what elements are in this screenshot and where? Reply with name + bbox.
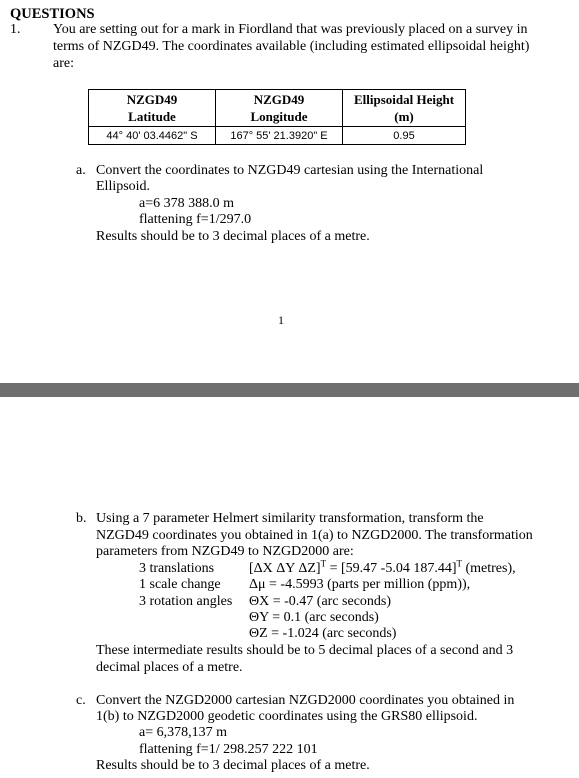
translations-label: 3 translations bbox=[139, 561, 215, 576]
part-c-result-note: Results should be to 3 decimal places of a metre. bbox=[96, 758, 370, 773]
latitude-header bbox=[89, 90, 216, 127]
height-header bbox=[343, 90, 466, 127]
rotation-z-value: ΘZ = -1.024 (arc seconds) bbox=[249, 626, 397, 641]
part-c-line-2: 1(b) to NZGD2000 geodetic coordinates using the GRS80 ellipsoid. bbox=[96, 709, 478, 724]
document-page-2 bbox=[0, 397, 579, 778]
scale-value: Δμ = -4.5993 (parts per million (ppm)), bbox=[249, 577, 471, 592]
rotation-x-value: ΘX = -0.47 (arc seconds) bbox=[249, 594, 392, 609]
height-header-line-1: Ellipsoidal Height bbox=[353, 92, 455, 107]
questions-heading: QUESTIONS bbox=[10, 6, 95, 22]
intro-line-1: You are setting out for a mark in Fiordland that was previously placed on a survey in bbox=[53, 22, 528, 37]
part-a-line-2: Ellipsoid. bbox=[96, 179, 151, 194]
page-number: 1 bbox=[278, 313, 284, 327]
scale-label: 1 scale change bbox=[139, 577, 221, 592]
longitude-value: 167° 55' 21.3920" E bbox=[216, 127, 343, 145]
latitude-header-line-2: Latitude bbox=[128, 109, 176, 124]
translations-values: = [59.47 -5.04 187.44] bbox=[326, 561, 457, 576]
part-c-line-1: Convert the NZGD2000 cartesian NZGD2000 coordinates you obtained in bbox=[96, 693, 515, 708]
page-separator bbox=[0, 383, 579, 397]
part-b-line-3: parameters from NZGD49 to NZGD2000 are: bbox=[96, 544, 354, 559]
intro-line-3: are: bbox=[53, 56, 74, 71]
rotation-y-value: ΘY = 0.1 (arc seconds) bbox=[249, 610, 379, 625]
transpose-superscript-2: T bbox=[456, 558, 462, 569]
part-b-note-line-1: These intermediate results should be to 5 decimal places of a second and 3 bbox=[96, 643, 514, 658]
longitude-header-line-1: NZGD49 bbox=[253, 92, 305, 107]
latitude-value: 44° 40' 03.4462" S bbox=[89, 127, 216, 145]
question-number: 1. bbox=[10, 22, 21, 37]
document-page-1 bbox=[0, 0, 579, 383]
part-a-label: a. bbox=[76, 163, 86, 178]
part-c-label: c. bbox=[76, 693, 86, 708]
transpose-superscript-1: T bbox=[320, 558, 327, 569]
part-b-note-line-2: decimal places of a metre. bbox=[96, 660, 243, 675]
longitude-header bbox=[216, 90, 343, 127]
part-b-line-1: Using a 7 parameter Helmert similarity transformation, transform the bbox=[96, 511, 484, 526]
coordinates-table bbox=[88, 89, 466, 145]
rotations-label: 3 rotation angles bbox=[139, 594, 233, 609]
height-value: 0.95 bbox=[343, 127, 466, 145]
longitude-header-line-2: Longitude bbox=[250, 109, 308, 124]
part-a-result-note: Results should be to 3 decimal places of a metre. bbox=[96, 229, 370, 244]
latitude-header-line-1: NZGD49 bbox=[126, 92, 178, 107]
intro-line-2: terms of NZGD49. The coordinates available (including estimated ellipsoidal height) bbox=[53, 39, 530, 54]
part-a-line-1: Convert the coordinates to NZGD49 cartesian using the International bbox=[96, 163, 484, 178]
part-a-param-f: flattening f=1/297.0 bbox=[139, 212, 252, 227]
part-c-param-f: flattening f=1/ 298.257 222 101 bbox=[139, 742, 318, 757]
part-a-param-a: a=6 378 388.0 m bbox=[139, 196, 234, 211]
part-b-line-2: NZGD49 coordinates you obtained in 1(a) to NZGD2000. The transformation bbox=[96, 528, 533, 543]
height-header-line-2: (m) bbox=[394, 109, 414, 124]
part-b-label: b. bbox=[76, 511, 87, 526]
translations-vector: [ΔX ΔY ΔZ] bbox=[249, 561, 321, 576]
translations-value bbox=[249, 558, 516, 577]
translations-unit: (metres), bbox=[461, 561, 516, 576]
part-c-param-a: a= 6,378,137 m bbox=[139, 725, 227, 740]
